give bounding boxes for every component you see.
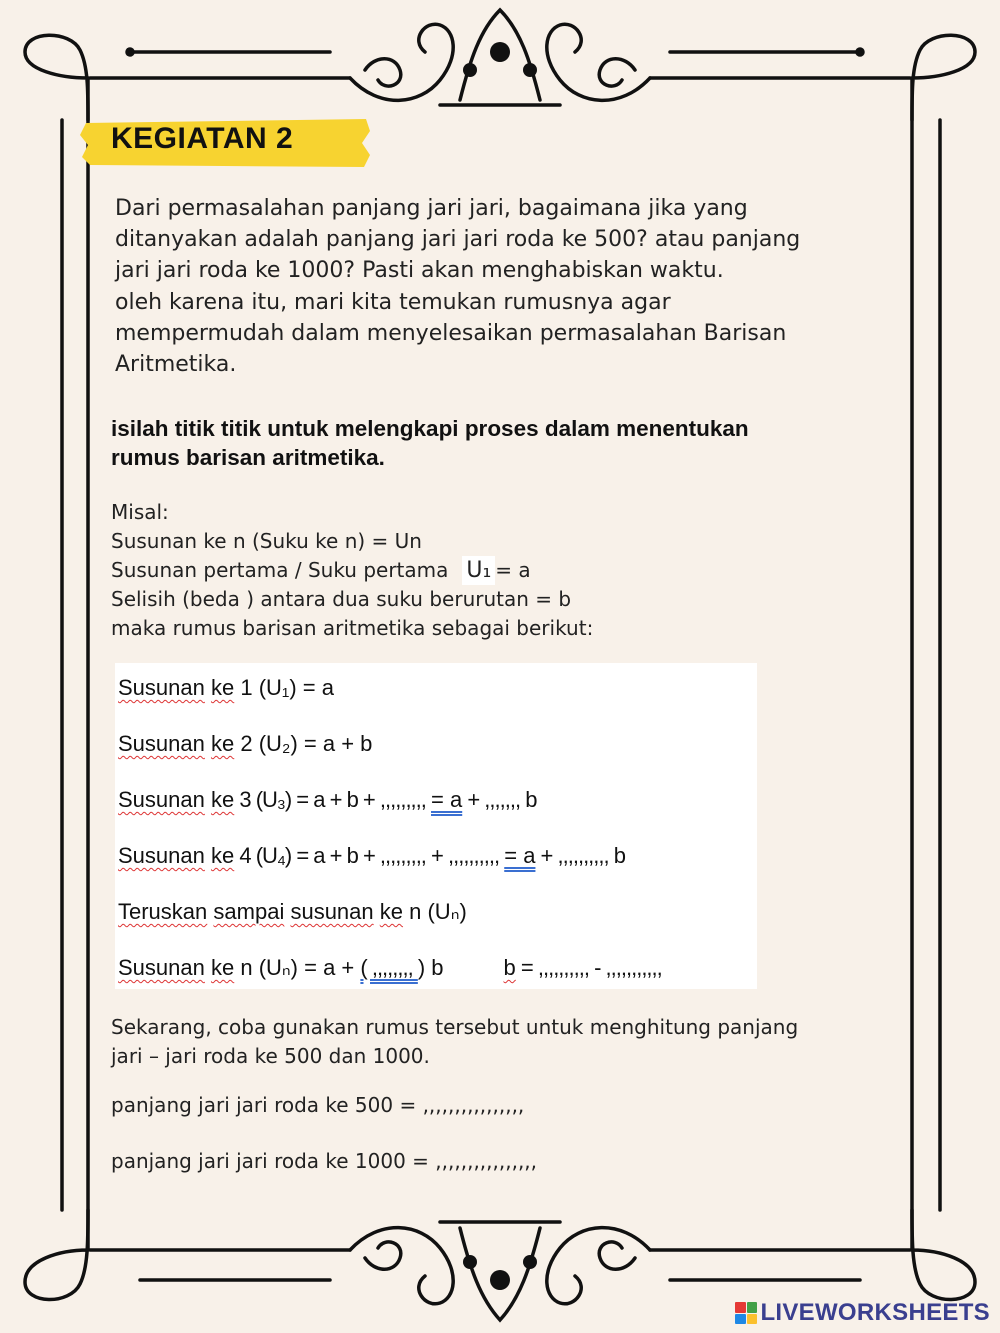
u1-symbol: U₁ xyxy=(462,556,495,585)
instruction-text xyxy=(111,414,831,472)
intro-paragraph xyxy=(115,193,855,380)
answer-500[interactable]: panjang jari jari roda ke 500 = ,,,,,,,,,,,,,,,, xyxy=(111,1093,525,1117)
formula-row-5: Teruskan sampai susunan ke n (Uₙ) xyxy=(118,899,467,924)
misal-label: Misal: xyxy=(111,500,169,524)
answer-1000[interactable]: panjang jari jari roda ke 1000 = ,,,,,,,,,,,,,,,, xyxy=(111,1149,538,1173)
blank-general-term[interactable]: ( ,,,,,,,, xyxy=(360,955,418,980)
instruction-line: rumus barisan aritmetika. xyxy=(111,445,385,470)
closing-line: jari – jari roda ke 500 dan 1000. xyxy=(111,1044,430,1068)
intro-line: oleh karena itu, mari kita temukan rumusnya agar xyxy=(115,289,671,315)
definitions-block xyxy=(111,498,831,643)
blank-row-4-coef[interactable]: + ,,,,,,,,,, b xyxy=(535,843,625,868)
intro-line: ditanyakan adalah panjang jari jari roda ke 500? atau panjang xyxy=(115,227,801,253)
formula-intro: maka rumus barisan aritmetika sebagai berikut: xyxy=(111,616,594,640)
formula-row-2: Susunan ke 2 (U₂) = a + b xyxy=(118,731,373,756)
intro-line: jari jari roda ke 1000? Pasti akan menghabiskan waktu. xyxy=(115,258,724,284)
definition-un: Susunan ke n (Suku ke n) = Un xyxy=(111,529,422,553)
definition-b: Selisih (beda ) antara dua suku berurutan = b xyxy=(111,587,572,611)
blank-row-4[interactable]: 4 (U₄) = a + b + ,,,,,,,,, + ,,,,,,,,,, xyxy=(234,843,505,868)
formula-row-3[interactable]: Susunan ke 3 (U₃) = a + b + ,,,,,,,,, = a + ,,,,,,, b xyxy=(118,787,537,812)
definition-u1-prefix: Susunan pertama / Suku pertama xyxy=(111,558,449,582)
blank-row-3-coef[interactable]: + ,,,,,,, b xyxy=(462,787,537,812)
closing-line: Sekarang, coba gunakan rumus tersebut untuk menghitung panjang xyxy=(111,1015,799,1039)
instruction-line: isilah titik titik untuk melengkapi proses dalam menentukan xyxy=(111,416,749,441)
intro-line: Aritmetika. xyxy=(115,352,237,378)
closing-paragraph xyxy=(111,1013,831,1071)
formula-row-4[interactable]: Susunan ke 4 (U₄) = a + b + ,,,,,,,,, + ,,,,,,,,,, = a + ,,,,,,,,,, b xyxy=(118,843,625,868)
definition-u1-suffix: = a xyxy=(495,558,531,582)
formula-row-6[interactable]: Susunan ke n (Uₙ) = a + ( ,,,,,,,, ) b b = ,,,,,,,,,, - ,,,,,,,,,,, xyxy=(118,955,662,980)
blank-row-3[interactable]: 3 (U₃) = a + b + ,,,,,,,,, xyxy=(234,787,432,812)
activity-heading: KEGIATAN 2 xyxy=(111,122,294,155)
definition-u1 xyxy=(111,556,831,585)
blank-difference[interactable]: = ,,,,,,,,,, - ,,,,,,,,,,, xyxy=(515,955,662,980)
formula-row-1: Susunan ke 1 (U₁) = a xyxy=(118,675,334,700)
liveworksheets-logo[interactable] xyxy=(735,1299,990,1327)
brand-name: LIVEWORKSHEETS xyxy=(760,1299,990,1326)
logo-icon xyxy=(735,1302,757,1324)
intro-line: mempermudah dalam menyelesaikan permasalahan Barisan xyxy=(115,320,787,346)
formula-box xyxy=(115,663,757,989)
intro-line: Dari permasalahan panjang jari jari, bagaimana jika yang xyxy=(115,196,748,221)
